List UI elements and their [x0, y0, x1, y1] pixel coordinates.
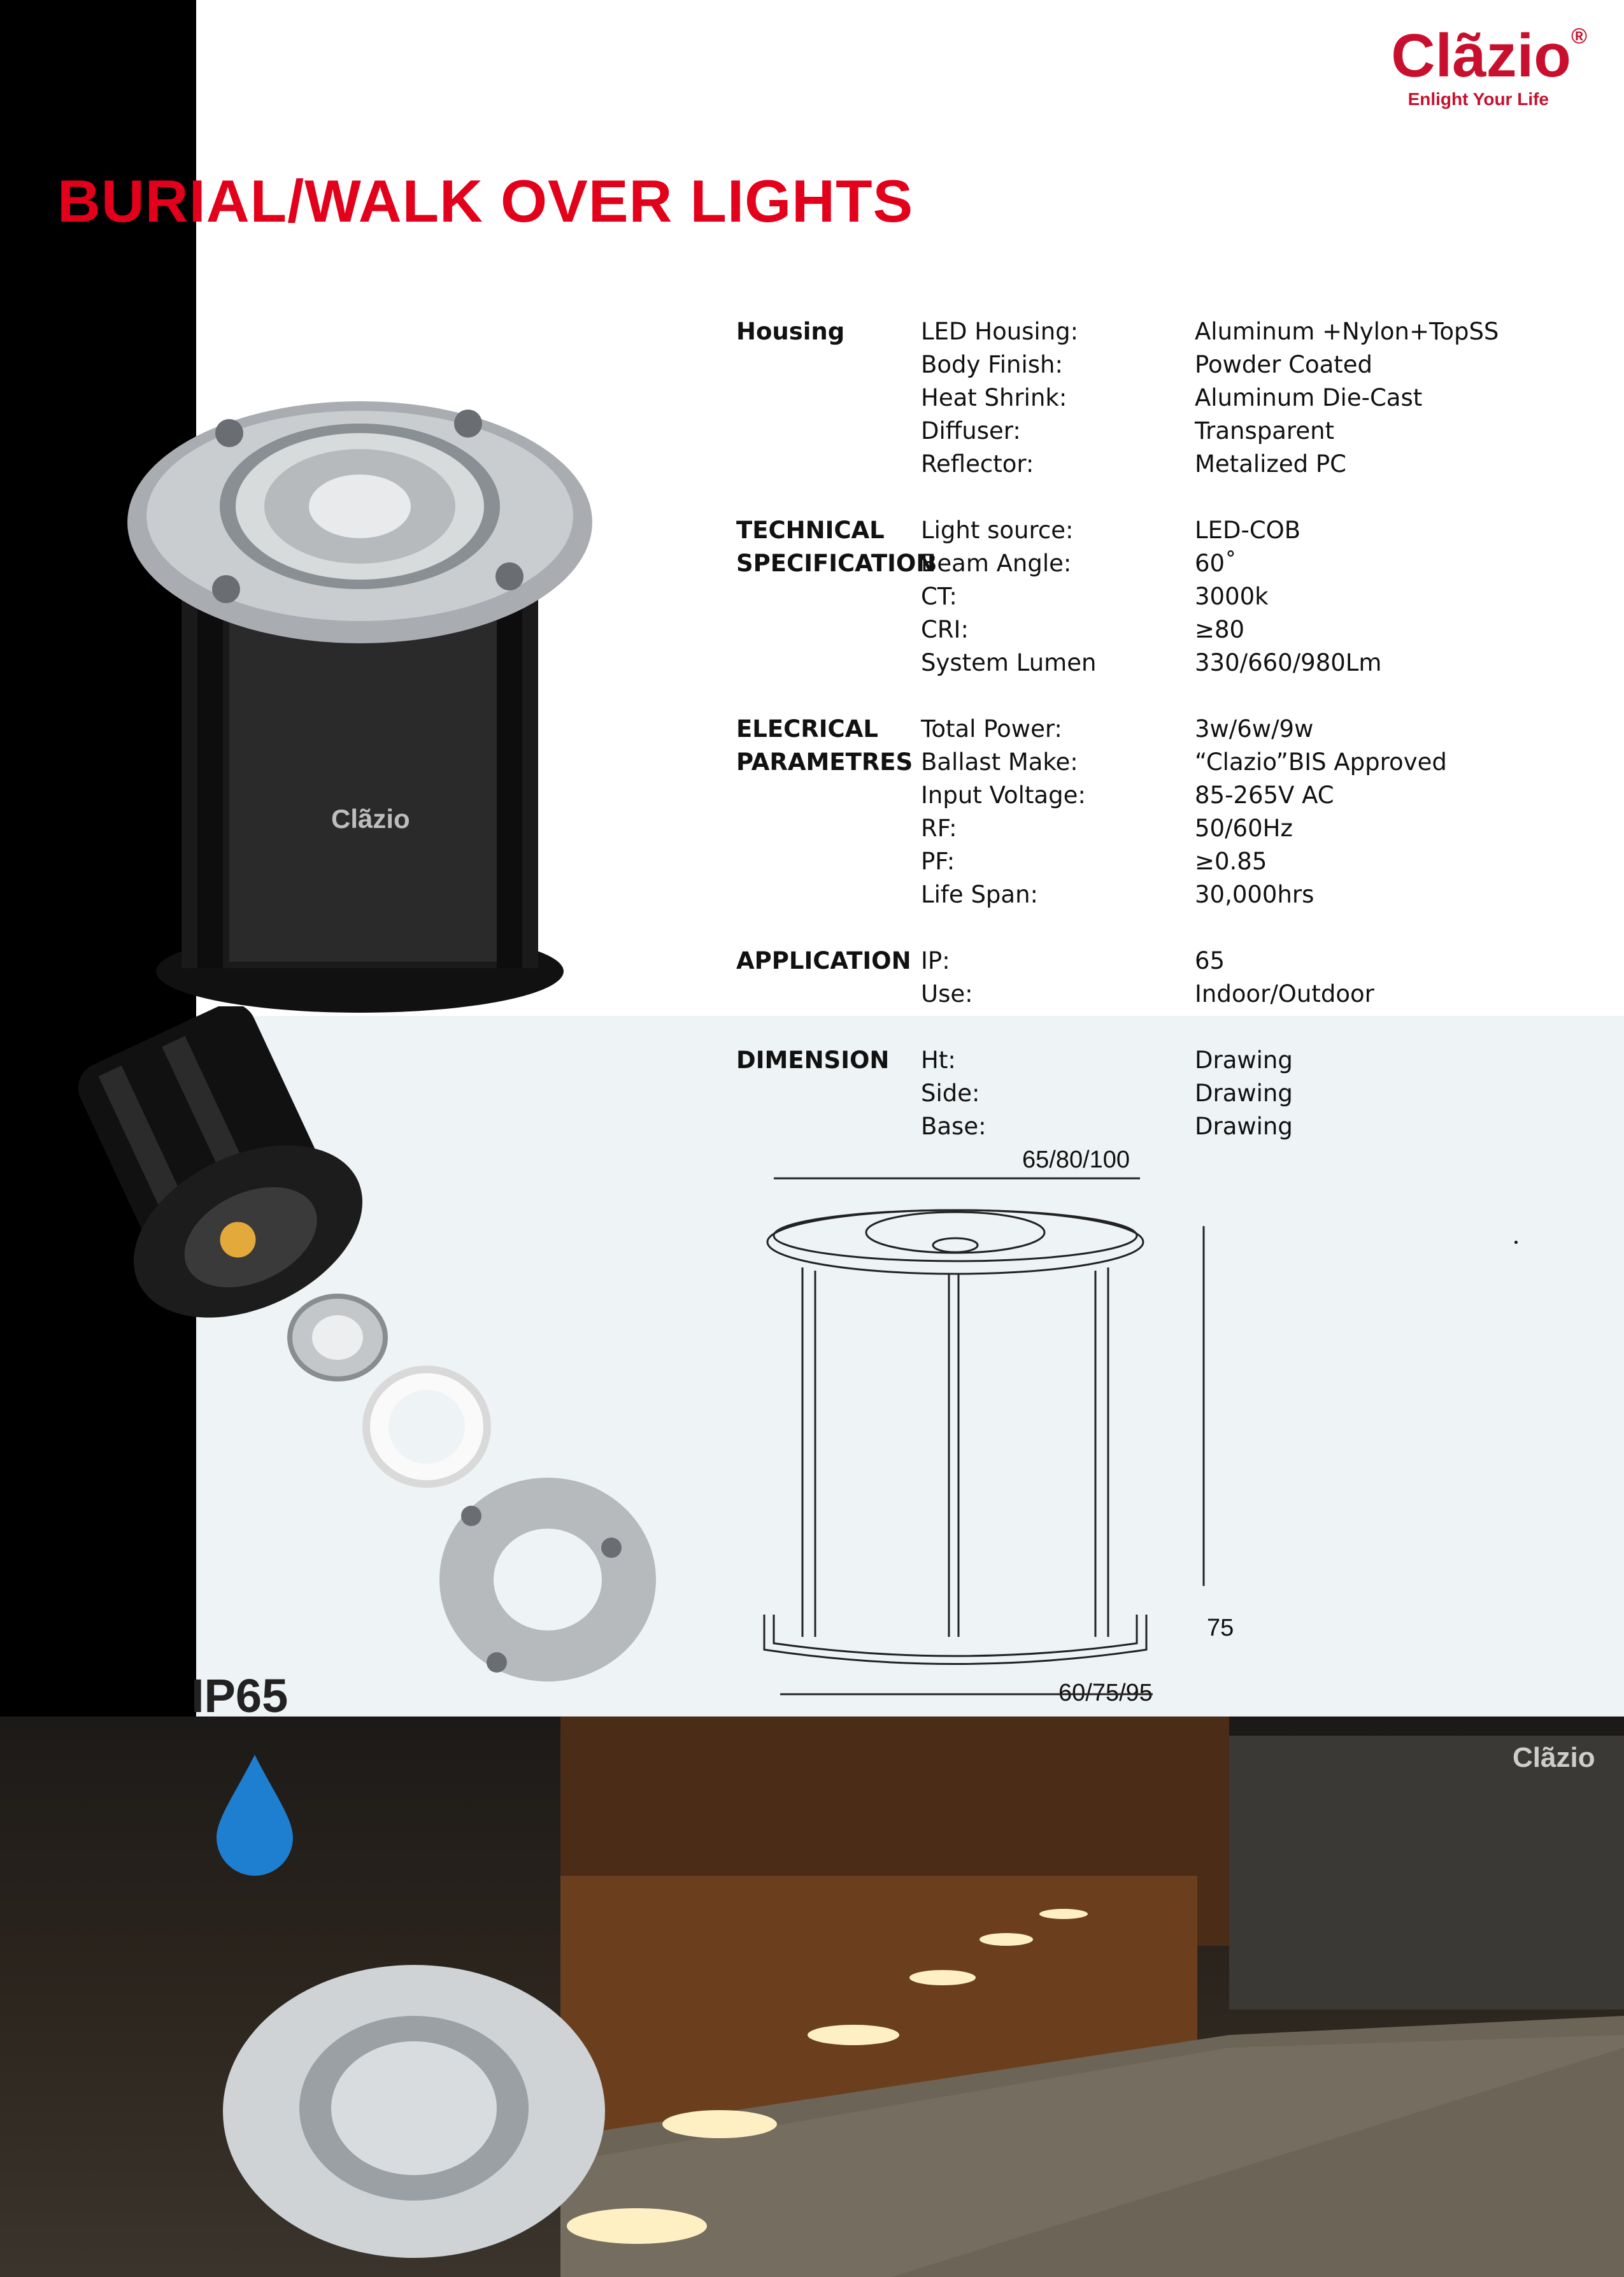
spec-row [736, 944, 1583, 977]
spec-row [736, 414, 1583, 447]
spec-value: 50/60Hz [1195, 814, 1293, 842]
spec-value: Indoor/Outdoor [1195, 980, 1374, 1008]
spec-row [736, 348, 1583, 381]
spec-label: CRI: [921, 615, 969, 643]
spec-label: Ballast Make: [921, 748, 1078, 776]
spec-row [736, 1076, 1583, 1110]
spec-category: PARAMETRES [736, 748, 913, 776]
photo-watermark: Clãzio [1513, 1742, 1595, 1773]
spec-label: Heat Shrink: [921, 383, 1067, 411]
spec-value: “Clazio”BIS Approved [1195, 748, 1447, 776]
spec-row [736, 613, 1583, 646]
spec-table [736, 315, 1583, 1176]
water-drop-icon [217, 1755, 293, 1876]
brand-tagline: Enlight Your Life [1407, 89, 1549, 109]
spec-section-application [736, 944, 1583, 1010]
spec-row [736, 878, 1583, 911]
spec-label: LED Housing: [921, 317, 1079, 345]
spec-row [736, 580, 1583, 613]
registered-mark: ® [1571, 24, 1587, 48]
product-image-main [121, 395, 599, 1019]
spec-label: Body Finish: [921, 350, 1063, 378]
product-exploded-view [57, 1006, 681, 1694]
spec-label: Total Power: [921, 715, 1062, 743]
spec-value: 85-265V AC [1195, 781, 1334, 809]
spec-value: ≥0.85 [1195, 847, 1267, 875]
spec-row [736, 811, 1583, 845]
spec-label: Input Voltage: [921, 781, 1086, 809]
spec-value: 65 [1195, 946, 1225, 974]
spec-value: ≥80 [1195, 615, 1245, 643]
spec-value: 60˚ [1195, 549, 1237, 577]
spec-row [736, 1043, 1583, 1076]
spec-row [736, 977, 1583, 1010]
stray-dot [1514, 1241, 1518, 1244]
page-title: BURIAL/WALK OVER LIGHTS [57, 168, 914, 234]
spec-row [736, 712, 1583, 745]
installation-scene [0, 1717, 1624, 2277]
spec-section-housing [736, 315, 1583, 480]
spec-value: 330/660/980Lm [1195, 648, 1382, 676]
spec-value: LED-COB [1195, 516, 1301, 544]
spec-label: Diffuser: [921, 417, 1021, 445]
spec-category: ELECRICAL [736, 715, 878, 743]
ip-rating-label: IP65 [191, 1669, 288, 1722]
spec-label: IP: [921, 946, 950, 974]
spec-label: Light source: [921, 516, 1074, 544]
spec-category: APPLICATION [736, 946, 911, 974]
spec-label: Base: [921, 1112, 987, 1140]
dimension-top-label: 65/80/100 [1022, 1146, 1130, 1173]
spec-label: RF: [921, 814, 957, 842]
brand-logo [1391, 22, 1587, 110]
spec-row [736, 845, 1583, 878]
spec-value: 3w/6w/9w [1195, 715, 1314, 743]
spec-label: Ht: [921, 1046, 956, 1074]
spec-row [736, 546, 1583, 580]
spec-row [736, 315, 1583, 348]
product-watermark: Clãzio [331, 804, 410, 834]
spec-category: SPECIFICATION [736, 549, 936, 577]
dimension-height-label: 75 [1207, 1615, 1234, 1641]
spec-label: Reflector: [921, 450, 1034, 478]
spec-value: Transparent [1195, 417, 1335, 445]
spec-value: Drawing [1195, 1112, 1293, 1140]
spec-section-electrical [736, 712, 1583, 911]
spec-row [736, 381, 1583, 414]
dimension-drawing [751, 1140, 1236, 1713]
spec-value: 3000k [1195, 582, 1269, 610]
brand-name: Clãzio [1391, 22, 1571, 90]
dimension-base-label: 60/75/95 [1058, 1680, 1153, 1706]
spec-label: System Lumen [921, 648, 1097, 676]
installation-photo [0, 1717, 1624, 2277]
spec-row [736, 447, 1583, 480]
spec-category: Housing [736, 317, 845, 345]
spec-value: Drawing [1195, 1046, 1293, 1074]
spec-row [736, 513, 1583, 546]
spec-value: Aluminum Die-Cast [1195, 383, 1423, 411]
spec-label: PF: [921, 847, 955, 875]
spec-label: Life Span: [921, 880, 1039, 908]
spec-section-dimension [736, 1043, 1583, 1143]
spec-row [736, 745, 1583, 778]
spec-category: DIMENSION [736, 1046, 890, 1074]
spec-category: TECHNICAL [736, 516, 885, 544]
spec-section-technical [736, 513, 1583, 679]
spec-row [736, 1110, 1583, 1143]
spec-value: Drawing [1195, 1079, 1293, 1107]
spec-row [736, 646, 1583, 679]
spec-row [736, 778, 1583, 811]
spec-label: CT: [921, 582, 957, 610]
spec-value: Aluminum +Nylon+TopSS [1195, 317, 1499, 345]
spec-value: 30,000hrs [1195, 880, 1314, 908]
spec-value: Powder Coated [1195, 350, 1373, 378]
spec-label: Beam Angle: [921, 549, 1072, 577]
spec-value: Metalized PC [1195, 450, 1347, 478]
spec-label: Use: [921, 980, 973, 1008]
spec-label: Side: [921, 1079, 980, 1107]
